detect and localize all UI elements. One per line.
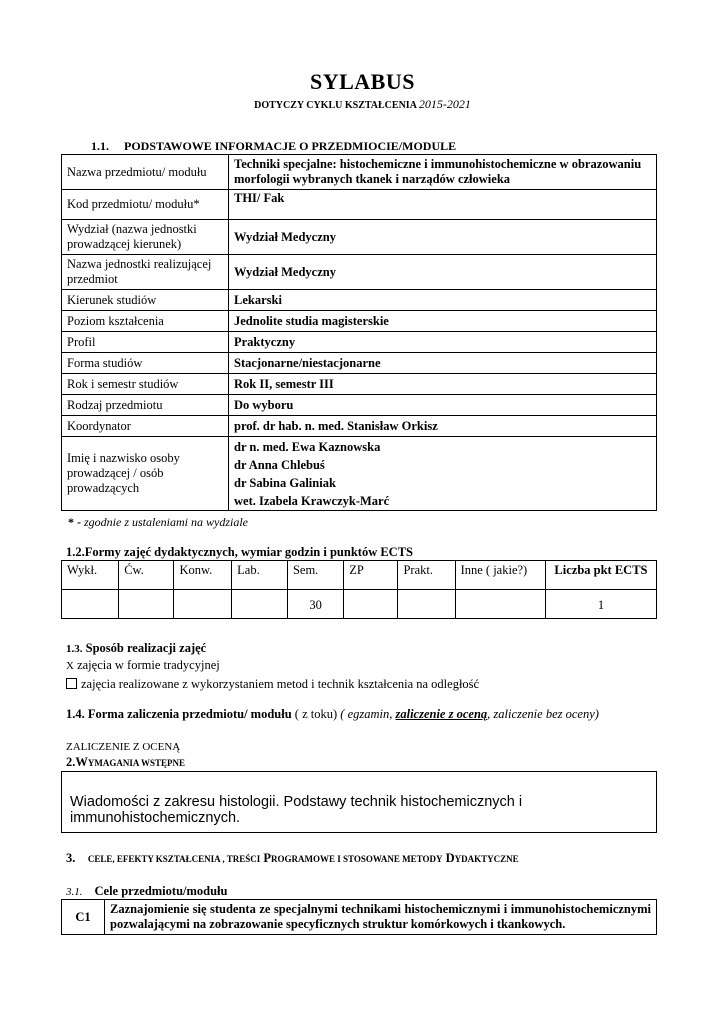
table-row bbox=[62, 190, 657, 220]
basic-info-table bbox=[61, 154, 657, 511]
row-label: Imię i nazwisko osoby prowadzącej / osób prowadzących bbox=[62, 437, 229, 511]
section-number: 1.1. bbox=[91, 139, 109, 153]
class-forms-table bbox=[61, 560, 657, 619]
option-label: zajęcia w formie tradycyjnej bbox=[77, 658, 220, 672]
table-row bbox=[62, 395, 657, 416]
option-remote bbox=[66, 677, 479, 692]
column-header: Wykł. bbox=[62, 561, 119, 590]
title-initial: P bbox=[263, 851, 272, 865]
table-cell: 1 bbox=[545, 590, 656, 619]
assessment-option: ( egzamin, bbox=[340, 707, 393, 721]
assessment-paren: ( z toku) bbox=[294, 707, 338, 721]
footnote-star: * - bbox=[68, 515, 81, 529]
row-label: Nazwa przedmiotu/ modułu bbox=[62, 155, 229, 190]
section-number: 3. bbox=[66, 851, 76, 865]
goal-text: Zaznajomienie się studenta ze specjalnymi technikami histochemicznymi i immunohistochemicznymi pozwalającymi na zobrazowanie specyficznych struktur komórkowych i tkankowych. bbox=[105, 900, 657, 935]
row-value: THI/ Fak bbox=[229, 190, 657, 220]
table-cell bbox=[62, 590, 119, 619]
row-label: Wydział (nazwa jednostki prowadzącej kierunek) bbox=[62, 220, 229, 255]
assessment-result: ZALICZENIE Z OCENĄ bbox=[66, 741, 181, 753]
row-value: prof. dr hab. n. med. Stanisław Orkisz bbox=[229, 416, 657, 437]
row-value: Stacjonarne/niestacjonarne bbox=[229, 353, 657, 374]
section-title: YMAGANIA WSTĘPNE bbox=[87, 758, 185, 768]
assessment-selected: zaliczenie z oceną bbox=[395, 707, 488, 721]
row-value: Techniki specjalne: histochemiczne i immunohistochemiczne w obrazowaniu morfologii wybranych tkanek i narządów człowieka bbox=[229, 155, 657, 190]
x-mark-icon: X bbox=[66, 660, 74, 672]
table-cell bbox=[119, 590, 174, 619]
lecturers-list bbox=[229, 437, 657, 511]
section-1-1-heading bbox=[91, 139, 456, 154]
row-value: Praktyczny bbox=[229, 332, 657, 353]
row-value: Do wyboru bbox=[229, 395, 657, 416]
row-value: Wydział Medyczny bbox=[229, 220, 657, 255]
footnote-text: zgodnie z ustaleniami na wydziale bbox=[84, 515, 248, 529]
row-label: Profil bbox=[62, 332, 229, 353]
table-row bbox=[62, 220, 657, 255]
document-title: SYLABUS bbox=[310, 69, 415, 94]
row-label: Forma studiów bbox=[62, 353, 229, 374]
table-cell bbox=[455, 590, 545, 619]
row-label: Koordynator bbox=[62, 416, 229, 437]
document-subtitle bbox=[0, 97, 725, 112]
lecturer-name: wet. Izabela Krawczyk-Marć bbox=[234, 493, 390, 508]
table-row bbox=[62, 416, 657, 437]
lecturer-name: dr Anna Chlebuś bbox=[234, 457, 325, 472]
row-label: Kod przedmiotu/ modułu* bbox=[62, 190, 229, 220]
option-traditional bbox=[66, 658, 220, 673]
section-number: 3.1. bbox=[66, 886, 83, 898]
section-number: 2. bbox=[66, 755, 76, 769]
assessment-option: , zaliczenie bez oceny) bbox=[487, 707, 599, 721]
section-1-4-heading bbox=[66, 707, 599, 722]
section-1-2-heading: 1.2.Formy zajęć dydaktycznych, wymiar godzin i punktów ECTS bbox=[66, 545, 414, 559]
lecturer-name: dr Sabina Galiniak bbox=[234, 475, 336, 490]
title-part: CELE, EFEKTY KSZTAŁCENIA , TREŚCI bbox=[87, 854, 261, 864]
row-label: Kierunek studiów bbox=[62, 290, 229, 311]
table-row bbox=[62, 437, 657, 511]
row-value: Lekarski bbox=[229, 290, 657, 311]
subtitle-text: DOTYCZY CYKLU KSZTAŁCENIA bbox=[254, 100, 417, 111]
column-header: Sem. bbox=[287, 561, 343, 590]
column-header: ZP bbox=[344, 561, 398, 590]
row-value: Rok II, semestr III bbox=[229, 374, 657, 395]
table-row bbox=[62, 590, 657, 619]
table-cell bbox=[174, 590, 232, 619]
section-number: 1.3. bbox=[66, 643, 83, 655]
table-row bbox=[62, 374, 657, 395]
section-1-3-heading bbox=[66, 641, 206, 656]
row-value: Wydział Medyczny bbox=[229, 255, 657, 290]
column-header: Konw. bbox=[174, 561, 232, 590]
section-3-1-heading bbox=[66, 884, 227, 899]
section-title: 1.4. Forma zaliczenia przedmiotu/ modułu bbox=[66, 707, 292, 721]
row-label: Rodzaj przedmiotu bbox=[62, 395, 229, 416]
table-cell bbox=[232, 590, 288, 619]
table-row bbox=[62, 311, 657, 332]
table-header-row bbox=[62, 561, 657, 590]
section-title: Cele przedmiotu/modułu bbox=[94, 884, 228, 898]
prerequisites-text: Wiadomości z zakresu histologii. Podstawy technik histochemicznych i immunohistochemicznych. bbox=[70, 794, 523, 826]
table-cell bbox=[398, 590, 455, 619]
title-part: YDAKTYCZNE bbox=[454, 854, 519, 864]
column-header: Liczba pkt ECTS bbox=[545, 561, 656, 590]
row-label: Poziom kształcenia bbox=[62, 311, 229, 332]
table-cell bbox=[344, 590, 398, 619]
table-row bbox=[62, 290, 657, 311]
column-header: Lab. bbox=[232, 561, 288, 590]
goal-code: C1 bbox=[62, 900, 105, 935]
footnote bbox=[68, 515, 248, 530]
checkbox-icon bbox=[66, 678, 77, 689]
row-label: Nazwa jednostki realizującej przedmiot bbox=[62, 255, 229, 290]
goals-table bbox=[61, 899, 657, 935]
column-header: Ćw. bbox=[119, 561, 174, 590]
table-row bbox=[62, 900, 657, 935]
title-part: ROGRAMOWE I STOSOWANE METODY bbox=[271, 854, 443, 864]
title-initial: W bbox=[75, 755, 88, 769]
cycle-years: 2015-2021 bbox=[418, 97, 471, 111]
section-title: Sposób realizacji zajęć bbox=[85, 641, 207, 655]
row-label: Rok i semestr studiów bbox=[62, 374, 229, 395]
table-row bbox=[62, 255, 657, 290]
option-label: zajęcia realizowane z wykorzystaniem metod i technik kształcenia na odległość bbox=[81, 677, 480, 691]
column-header: Inne ( jakie?) bbox=[455, 561, 545, 590]
title-initial: D bbox=[445, 851, 455, 865]
table-row bbox=[62, 155, 657, 190]
table-row bbox=[62, 332, 657, 353]
row-value: Jednolite studia magisterskie bbox=[229, 311, 657, 332]
section-3-heading bbox=[66, 851, 519, 866]
lecturer-name: dr n. med. Ewa Kaznowska bbox=[234, 439, 381, 454]
column-header: Prakt. bbox=[398, 561, 455, 590]
table-cell: 30 bbox=[287, 590, 343, 619]
section-title: PODSTAWOWE INFORMACJE O PRZEDMIOCIE/MODULE bbox=[124, 139, 457, 153]
prerequisites-box bbox=[61, 771, 657, 833]
section-2-heading bbox=[66, 755, 185, 770]
table-row bbox=[62, 353, 657, 374]
